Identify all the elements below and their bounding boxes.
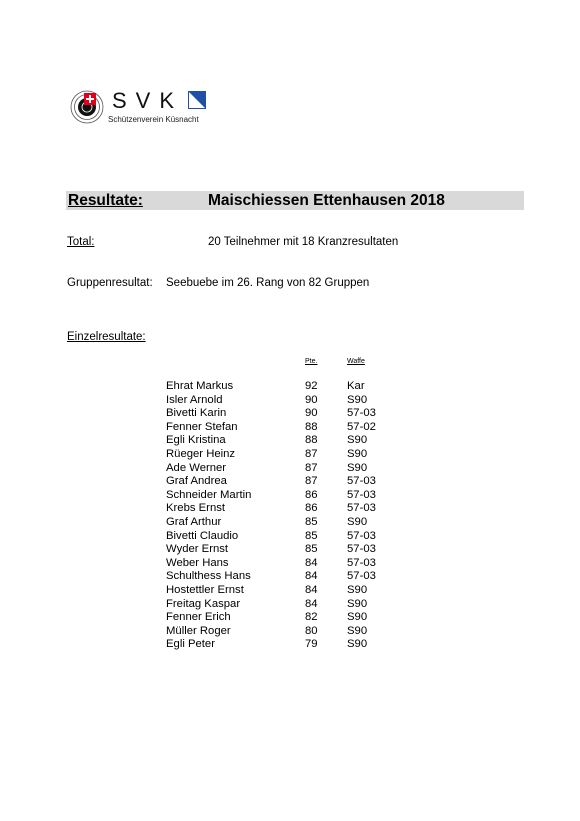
shooter-points: 92: [305, 380, 318, 392]
shooter-weapon: S90: [347, 638, 368, 651]
table-row: [0, 570, 580, 584]
results-table: [0, 380, 580, 652]
table-row: [0, 516, 580, 530]
shooter-name: Isler Arnold: [166, 393, 223, 406]
club-logo: [70, 88, 220, 128]
shooter-weapon: 57-03: [347, 475, 376, 488]
shooter-weapon: S90: [347, 393, 368, 406]
shooter-name: Graf Arthur: [166, 515, 222, 528]
shooter-weapon: S90: [347, 624, 368, 637]
shooter-weapon: S90: [347, 461, 368, 474]
shooter-name: Krebs Ernst: [166, 502, 226, 515]
group-value: Seebuebe im 26. Rang von 82 Gruppen: [166, 277, 370, 289]
shooter-weapon: Kar: [347, 380, 365, 392]
shooter-points: 90: [305, 393, 318, 406]
shooter-name: Ade Werner: [166, 461, 227, 474]
shooter-name: Bivetti Karin: [166, 407, 227, 420]
individual-label: Einzelresultate:: [67, 331, 146, 343]
shooter-name: Freitag Kaspar: [166, 597, 241, 610]
shooter-points: 87: [305, 461, 318, 474]
shooter-points: 84: [305, 570, 318, 583]
table-row: [0, 489, 580, 503]
weapon-column-header: Waffe: [347, 358, 365, 365]
table-row: [0, 638, 580, 652]
zurich-flag-icon: [188, 91, 206, 109]
shooter-name: Rüeger Heinz: [166, 447, 236, 460]
shooter-weapon: 57-03: [347, 556, 376, 569]
shooter-points: 85: [305, 529, 318, 542]
shooter-points: 87: [305, 447, 318, 460]
shooter-name: Egli Peter: [166, 638, 215, 651]
shooter-points: 86: [305, 488, 318, 501]
table-row: [0, 421, 580, 435]
shooter-name: Ehrat Markus: [166, 380, 234, 392]
shooter-weapon: S90: [347, 434, 368, 447]
shooter-name: Schneider Martin: [166, 488, 252, 501]
shooter-name: Egli Kristina: [166, 434, 226, 447]
shooter-weapon: S90: [347, 597, 368, 610]
shooter-points: 90: [305, 407, 318, 420]
table-row: [0, 407, 580, 421]
table-row: [0, 502, 580, 516]
table-row: [0, 557, 580, 571]
shooter-points: 85: [305, 515, 318, 528]
shooter-weapon: 57-03: [347, 570, 376, 583]
shooter-name: Fenner Stefan: [166, 420, 238, 433]
shooter-weapon: 57-03: [347, 502, 376, 515]
table-row: [0, 394, 580, 408]
shooter-points: 79: [305, 638, 318, 651]
shooter-weapon: S90: [347, 583, 368, 596]
table-row: [0, 543, 580, 557]
shooter-points: 88: [305, 434, 318, 447]
group-label: Gruppenresultat:: [67, 277, 153, 289]
shooter-weapon: S90: [347, 515, 368, 528]
shooter-points: 84: [305, 583, 318, 596]
target-icon: [70, 90, 104, 124]
shooter-weapon: 57-03: [347, 543, 376, 556]
shooter-points: 84: [305, 597, 318, 610]
shooter-weapon: 57-03: [347, 407, 376, 420]
shooter-points: 82: [305, 611, 318, 624]
table-row: [0, 530, 580, 544]
shooter-weapon: 57-03: [347, 488, 376, 501]
table-row: [0, 380, 580, 394]
table-row: [0, 598, 580, 612]
shooter-points: 80: [305, 624, 318, 637]
shooter-weapon: 57-02: [347, 420, 376, 433]
shooter-points: 86: [305, 502, 318, 515]
shooter-name: Bivetti Claudio: [166, 529, 239, 542]
results-heading: Resultate:: [68, 192, 143, 209]
total-label: Total:: [67, 236, 95, 248]
shooter-weapon: S90: [347, 447, 368, 460]
logo-subtitle: Schützenverein Küsnacht: [108, 115, 199, 124]
table-row: [0, 625, 580, 639]
shooter-name: Graf Andrea: [166, 475, 227, 488]
shooter-weapon: S90: [347, 611, 368, 624]
shooter-name: Hostettler Ernst: [166, 583, 244, 596]
shooter-name: Schulthess Hans: [166, 570, 251, 583]
table-row: [0, 462, 580, 476]
table-row: [0, 611, 580, 625]
total-value: 20 Teilnehmer mit 18 Kranzresultaten: [208, 236, 399, 248]
shooter-points: 85: [305, 543, 318, 556]
shooter-weapon: 57-03: [347, 529, 376, 542]
shooter-points: 87: [305, 475, 318, 488]
title-bar: [66, 191, 524, 210]
shooter-points: 88: [305, 420, 318, 433]
shooter-name: Müller Roger: [166, 624, 231, 637]
event-title: Maischiessen Ettenhausen 2018: [208, 192, 445, 209]
shooter-points: 84: [305, 556, 318, 569]
shooter-name: Weber Hans: [166, 556, 229, 569]
table-row: [0, 475, 580, 489]
table-row: [0, 584, 580, 598]
points-column-header: Pte.: [305, 358, 318, 365]
table-row: [0, 448, 580, 462]
table-row: [0, 434, 580, 448]
shooter-name: Fenner Erich: [166, 611, 231, 624]
shooter-name: Wyder Ernst: [166, 543, 229, 556]
logo-letters: SVK: [112, 88, 184, 113]
